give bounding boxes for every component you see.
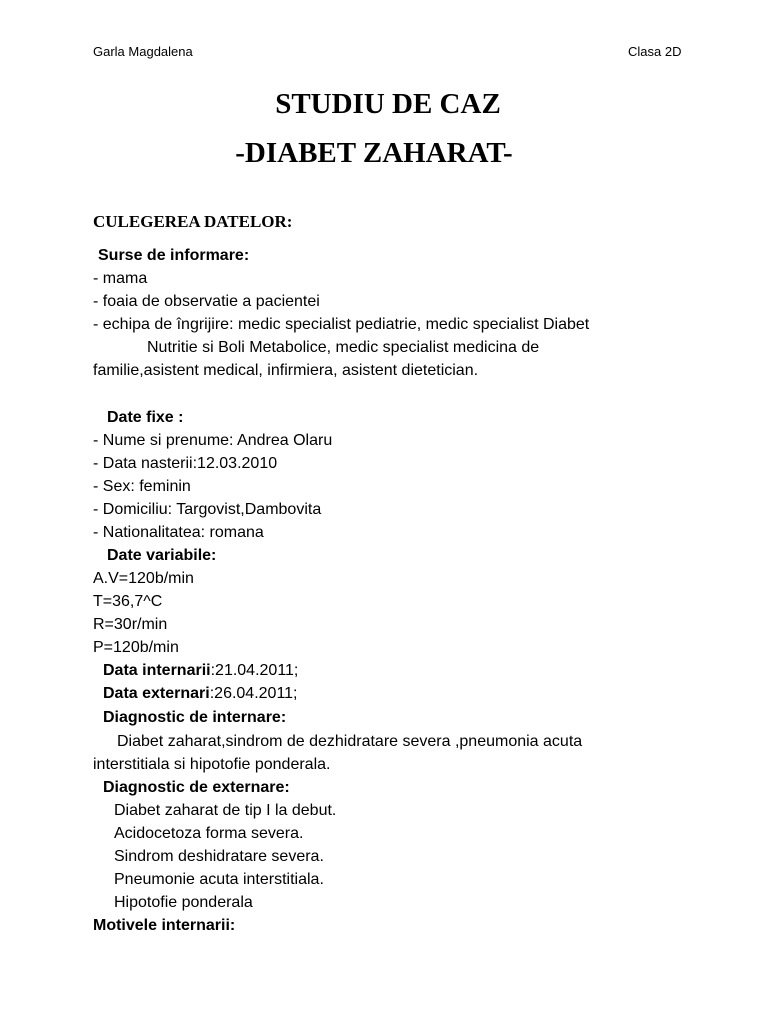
header-author: Garla Magdalena: [93, 44, 193, 59]
fixed-item: - Sex: feminin: [93, 478, 191, 495]
sources-item: - mama: [93, 270, 148, 287]
diag-in-line: interstitiala si hipotofie ponderala.: [93, 756, 331, 773]
discharge-label: Data externari: [103, 685, 210, 702]
header-class: Clasa 2D: [628, 44, 682, 59]
fixed-item: - Domiciliu: Targovist,Dambovita: [93, 501, 322, 518]
discharge-date: [103, 684, 298, 704]
admission-label: Data internarii: [103, 662, 211, 679]
diag-in-heading: Diagnostic de internare:: [103, 709, 287, 726]
document-subtitle: -DIABET ZAHARAT-: [235, 137, 513, 169]
diag-out-item: Diabet zaharat de tip I la debut.: [114, 802, 337, 819]
admission-value: :21.04.2011;: [210, 662, 299, 679]
variable-heading: Date variabile:: [107, 547, 217, 564]
variable-item: T=36,7^C: [93, 593, 163, 610]
fixed-item: - Nume si prenume: Andrea Olaru: [93, 432, 333, 449]
fixed-item: - Nationalitatea: romana: [93, 524, 264, 541]
admission-date: [103, 661, 298, 681]
sources-heading: Surse de informare:: [98, 247, 250, 264]
reasons-heading: Motivele internarii:: [93, 917, 236, 934]
document-title: STUDIU DE CAZ: [275, 88, 501, 120]
diag-out-item: Sindrom deshidratare severa.: [114, 848, 324, 865]
diag-out-item: Acidocetoza forma severa.: [114, 825, 304, 842]
diag-out-item: Pneumonie acuta interstitiala.: [114, 871, 324, 888]
diag-in-line: Diabet zaharat,sindrom de dezhidratare severa ,pneumonia acuta: [117, 733, 583, 750]
diag-out-heading: Diagnostic de externare:: [103, 779, 290, 796]
variable-item: P=120b/min: [93, 639, 179, 656]
diag-out-item: Hipotofie ponderala: [114, 894, 253, 911]
sources-item: - foaia de observatie a pacientei: [93, 293, 320, 310]
sources-item: Nutritie si Boli Metabolice, medic specialist medicina de: [147, 339, 540, 356]
sources-item: - echipa de îngrijire: medic specialist pediatrie, medic specialist Diabet: [93, 316, 590, 333]
section-heading: CULEGEREA DATELOR:: [93, 212, 293, 231]
fixed-heading: Date fixe :: [107, 409, 184, 426]
sources-item: familie,asistent medical, infirmiera, asistent dietetician.: [93, 362, 479, 379]
fixed-item: - Data nasterii:12.03.2010: [93, 455, 278, 472]
discharge-value: :26.04.2011;: [209, 685, 298, 702]
variable-item: A.V=120b/min: [93, 570, 194, 587]
variable-item: R=30r/min: [93, 616, 168, 633]
